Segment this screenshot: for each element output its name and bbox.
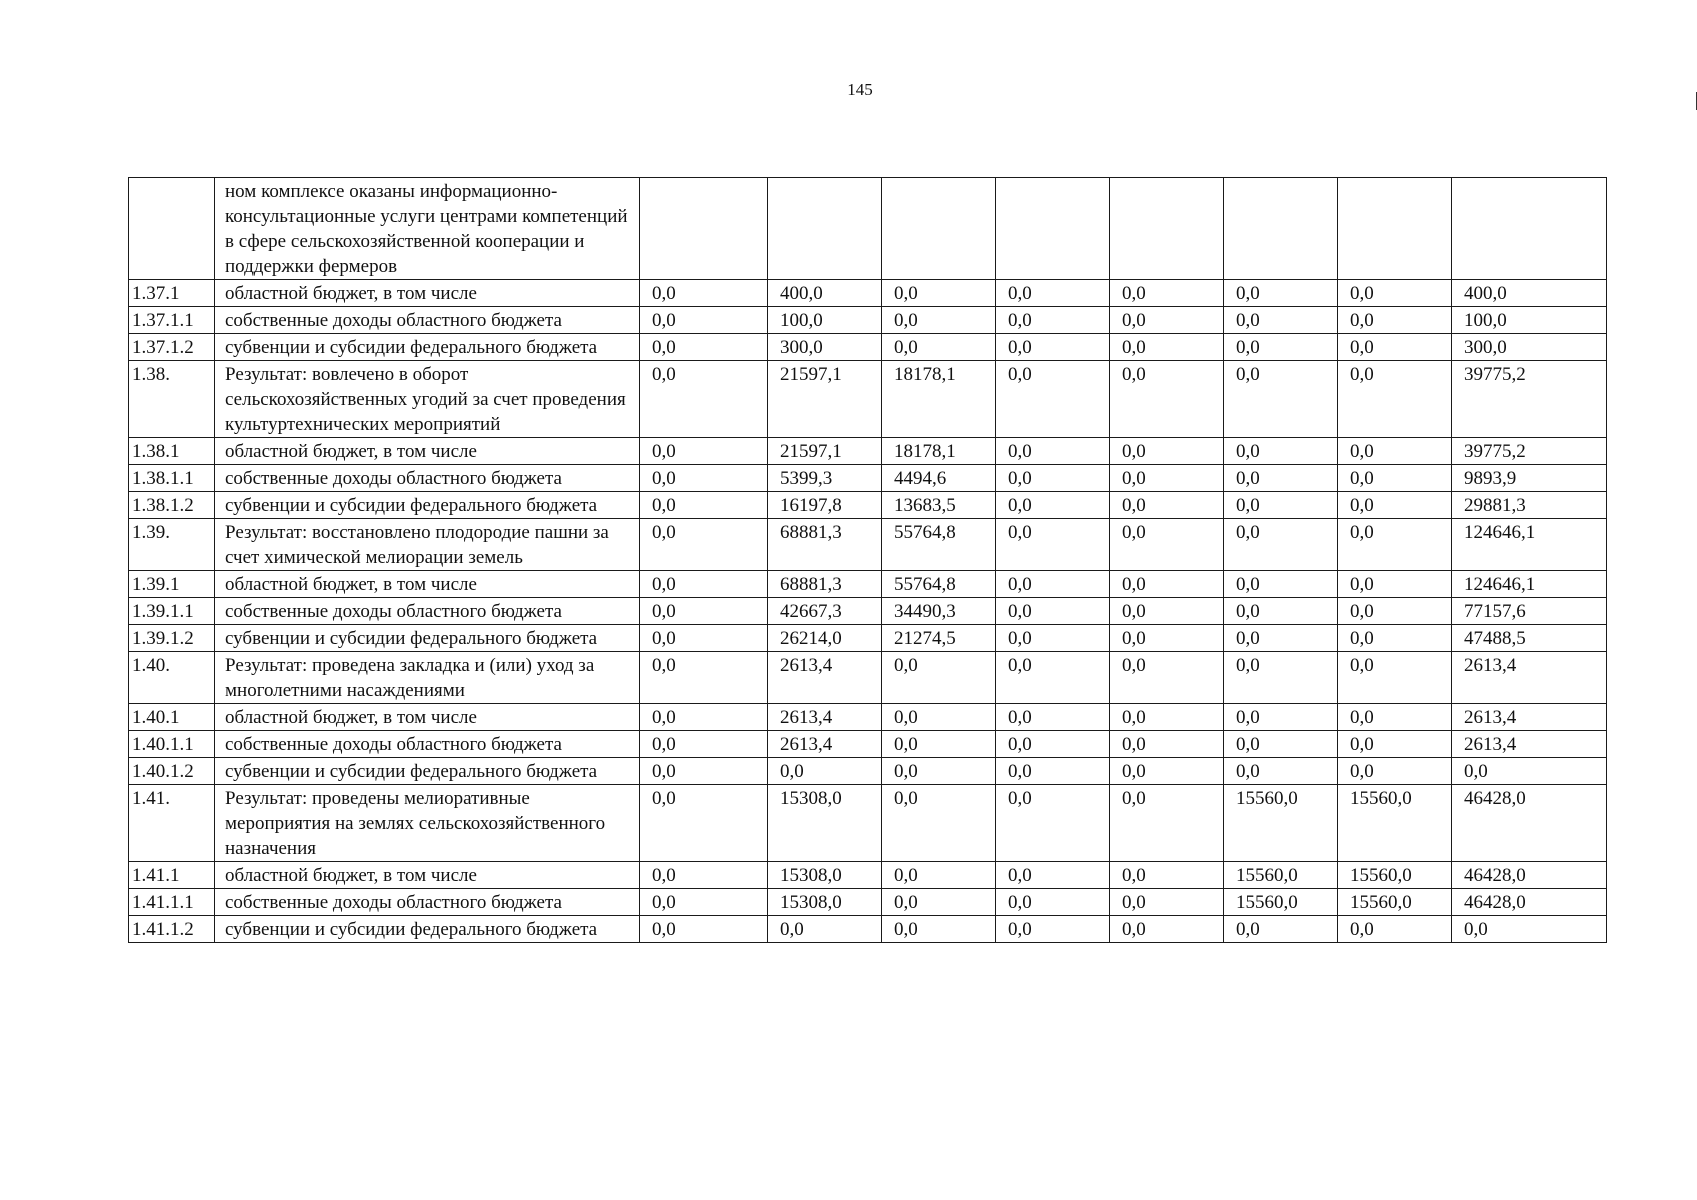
row-value-cell: 100,0: [1452, 307, 1607, 334]
table-row: [129, 334, 1607, 361]
row-description-cell: собственные доходы областного бюджета: [215, 731, 640, 758]
row-value-cell: [882, 178, 996, 280]
row-value-cell: 100,0: [768, 307, 882, 334]
row-value-cell: 4494,6: [882, 465, 996, 492]
row-value-cell: 0,0: [996, 652, 1110, 704]
row-description-cell: Результат: вовлечено в оборот сельскохозяйственных угодий за счет проведения культуртехнических мероприятий: [215, 361, 640, 438]
row-value-cell: 5399,3: [768, 465, 882, 492]
table-row: [129, 625, 1607, 652]
row-value-cell: 0,0: [1452, 916, 1607, 943]
row-value-cell: 124646,1: [1452, 571, 1607, 598]
row-value-cell: 0,0: [882, 280, 996, 307]
row-value-cell: 0,0: [882, 704, 996, 731]
row-value-cell: 0,0: [882, 731, 996, 758]
row-value-cell: 400,0: [1452, 280, 1607, 307]
budget-table: [128, 177, 1607, 943]
row-value-cell: 0,0: [882, 652, 996, 704]
row-code-cell: 1.40.1.2: [129, 758, 215, 785]
row-value-cell: 0,0: [1110, 889, 1224, 916]
row-value-cell: 39775,2: [1452, 361, 1607, 438]
row-description-cell: Результат: восстановлено плодородие пашни за счет химической мелиорации земель: [215, 519, 640, 571]
row-value-cell: 0,0: [996, 862, 1110, 889]
row-value-cell: 0,0: [1110, 916, 1224, 943]
row-code-cell: 1.38.1.1: [129, 465, 215, 492]
row-value-cell: 0,0: [1110, 334, 1224, 361]
row-value-cell: 46428,0: [1452, 862, 1607, 889]
row-description-cell: собственные доходы областного бюджета: [215, 889, 640, 916]
row-value-cell: 46428,0: [1452, 889, 1607, 916]
row-description-cell: собственные доходы областного бюджета: [215, 465, 640, 492]
row-value-cell: 0,0: [1338, 361, 1452, 438]
row-value-cell: 0,0: [996, 704, 1110, 731]
row-description-cell: Результат: проведена закладка и (или) уход за многолетними насаждениями: [215, 652, 640, 704]
row-code-cell: 1.39.1: [129, 571, 215, 598]
row-value-cell: 0,0: [1338, 731, 1452, 758]
row-value-cell: 0,0: [1110, 704, 1224, 731]
table-row: [129, 492, 1607, 519]
row-value-cell: 0,0: [640, 758, 768, 785]
row-value-cell: 2613,4: [768, 704, 882, 731]
row-value-cell: 0,0: [882, 307, 996, 334]
row-value-cell: 0,0: [640, 785, 768, 862]
row-value-cell: 300,0: [1452, 334, 1607, 361]
row-value-cell: 0,0: [1338, 916, 1452, 943]
row-value-cell: 16197,8: [768, 492, 882, 519]
row-value-cell: 400,0: [768, 280, 882, 307]
row-value-cell: 0,0: [1110, 598, 1224, 625]
row-value-cell: 0,0: [1224, 652, 1338, 704]
row-value-cell: 46428,0: [1452, 785, 1607, 862]
row-value-cell: 0,0: [640, 704, 768, 731]
row-value-cell: 18178,1: [882, 361, 996, 438]
row-description-cell: субвенции и субсидии федерального бюджета: [215, 334, 640, 361]
row-description-cell: собственные доходы областного бюджета: [215, 307, 640, 334]
row-code-cell: 1.39.1.1: [129, 598, 215, 625]
row-value-cell: 15560,0: [1338, 862, 1452, 889]
row-value-cell: 0,0: [640, 598, 768, 625]
row-value-cell: 0,0: [1110, 731, 1224, 758]
row-value-cell: 0,0: [1110, 438, 1224, 465]
row-value-cell: 0,0: [996, 785, 1110, 862]
row-value-cell: 15308,0: [768, 889, 882, 916]
row-value-cell: 0,0: [1338, 598, 1452, 625]
row-value-cell: 0,0: [996, 465, 1110, 492]
row-value-cell: 0,0: [640, 862, 768, 889]
scan-edge-mark: [1690, 92, 1697, 110]
row-value-cell: 68881,3: [768, 571, 882, 598]
row-value-cell: 21274,5: [882, 625, 996, 652]
row-value-cell: 0,0: [996, 492, 1110, 519]
row-value-cell: 26214,0: [768, 625, 882, 652]
row-value-cell: 15560,0: [1224, 889, 1338, 916]
table-row: [129, 916, 1607, 943]
row-code-cell: 1.37.1.2: [129, 334, 215, 361]
row-value-cell: 0,0: [640, 307, 768, 334]
row-value-cell: [1224, 178, 1338, 280]
table-row: [129, 519, 1607, 571]
row-value-cell: 0,0: [1224, 361, 1338, 438]
row-value-cell: 0,0: [1110, 652, 1224, 704]
row-description-cell: субвенции и субсидии федерального бюджета: [215, 492, 640, 519]
table-row: [129, 571, 1607, 598]
row-value-cell: 13683,5: [882, 492, 996, 519]
row-value-cell: 47488,5: [1452, 625, 1607, 652]
row-value-cell: 0,0: [1224, 704, 1338, 731]
row-value-cell: 0,0: [882, 334, 996, 361]
row-value-cell: 0,0: [1110, 465, 1224, 492]
table-row: [129, 438, 1607, 465]
row-value-cell: 9893,9: [1452, 465, 1607, 492]
row-value-cell: 0,0: [640, 361, 768, 438]
table-row: [129, 598, 1607, 625]
row-value-cell: 15560,0: [1338, 785, 1452, 862]
row-value-cell: 0,0: [640, 652, 768, 704]
row-value-cell: 0,0: [1224, 492, 1338, 519]
row-value-cell: 77157,6: [1452, 598, 1607, 625]
row-code-cell: 1.41.1.2: [129, 916, 215, 943]
row-code-cell: 1.41.1: [129, 862, 215, 889]
row-value-cell: 15308,0: [768, 862, 882, 889]
row-value-cell: 21597,1: [768, 361, 882, 438]
row-value-cell: 0,0: [1338, 758, 1452, 785]
row-value-cell: 0,0: [996, 625, 1110, 652]
row-value-cell: 0,0: [1338, 492, 1452, 519]
row-value-cell: 0,0: [1110, 862, 1224, 889]
row-value-cell: 39775,2: [1452, 438, 1607, 465]
row-value-cell: [1110, 178, 1224, 280]
row-value-cell: 0,0: [882, 862, 996, 889]
table-row: [129, 862, 1607, 889]
row-value-cell: 15308,0: [768, 785, 882, 862]
row-value-cell: 21597,1: [768, 438, 882, 465]
row-value-cell: 0,0: [640, 465, 768, 492]
row-value-cell: 0,0: [1338, 280, 1452, 307]
row-value-cell: 29881,3: [1452, 492, 1607, 519]
table-row: [129, 465, 1607, 492]
row-description-cell: субвенции и субсидии федерального бюджета: [215, 916, 640, 943]
row-value-cell: 0,0: [1224, 307, 1338, 334]
row-value-cell: 0,0: [996, 280, 1110, 307]
row-description-cell: субвенции и субсидии федерального бюджета: [215, 758, 640, 785]
row-value-cell: 0,0: [1224, 731, 1338, 758]
row-value-cell: 0,0: [996, 758, 1110, 785]
row-value-cell: 0,0: [640, 334, 768, 361]
row-value-cell: 34490,3: [882, 598, 996, 625]
row-code-cell: 1.40.: [129, 652, 215, 704]
row-code-cell: 1.37.1: [129, 280, 215, 307]
row-value-cell: 0,0: [1224, 519, 1338, 571]
row-value-cell: 0,0: [1338, 519, 1452, 571]
row-value-cell: 2613,4: [1452, 731, 1607, 758]
row-value-cell: 0,0: [640, 625, 768, 652]
row-code-cell: 1.41.1.1: [129, 889, 215, 916]
row-value-cell: 0,0: [996, 598, 1110, 625]
row-value-cell: 0,0: [640, 280, 768, 307]
row-value-cell: 0,0: [882, 889, 996, 916]
row-value-cell: 2613,4: [1452, 652, 1607, 704]
row-description-cell: ном комплексе оказаны информационно-консультационные услуги центрами компетенций в сфере сельскохозяйственной кооперации и поддержки фермеров: [215, 178, 640, 280]
row-value-cell: 0,0: [996, 438, 1110, 465]
row-value-cell: 0,0: [882, 785, 996, 862]
row-value-cell: 0,0: [1338, 438, 1452, 465]
row-value-cell: 0,0: [996, 519, 1110, 571]
row-value-cell: 18178,1: [882, 438, 996, 465]
row-code-cell: 1.37.1.1: [129, 307, 215, 334]
row-value-cell: 0,0: [640, 889, 768, 916]
row-value-cell: 0,0: [1110, 785, 1224, 862]
row-description-cell: областной бюджет, в том числе: [215, 438, 640, 465]
table-row: [129, 731, 1607, 758]
row-value-cell: 0,0: [1224, 438, 1338, 465]
row-value-cell: 2613,4: [768, 731, 882, 758]
row-code-cell: 1.40.1: [129, 704, 215, 731]
row-value-cell: 0,0: [996, 307, 1110, 334]
row-value-cell: 0,0: [768, 758, 882, 785]
row-value-cell: 0,0: [640, 916, 768, 943]
row-description-cell: собственные доходы областного бюджета: [215, 598, 640, 625]
row-value-cell: 0,0: [996, 916, 1110, 943]
row-value-cell: 0,0: [1224, 758, 1338, 785]
row-description-cell: субвенции и субсидии федерального бюджета: [215, 625, 640, 652]
row-value-cell: 2613,4: [1452, 704, 1607, 731]
row-code-cell: 1.38.1.2: [129, 492, 215, 519]
row-value-cell: 2613,4: [768, 652, 882, 704]
row-code-cell: 1.41.: [129, 785, 215, 862]
table-row: [129, 785, 1607, 862]
page-number: 145: [847, 80, 873, 99]
row-value-cell: 0,0: [1224, 571, 1338, 598]
row-value-cell: 0,0: [1110, 280, 1224, 307]
row-description-cell: Результат: проведены мелиоративные мероприятия на землях сельскохозяйственного назначения: [215, 785, 640, 862]
table-row: [129, 652, 1607, 704]
row-value-cell: 0,0: [1338, 625, 1452, 652]
row-value-cell: 0,0: [996, 731, 1110, 758]
row-code-cell: [129, 178, 215, 280]
row-value-cell: 0,0: [1224, 916, 1338, 943]
row-value-cell: 15560,0: [1224, 862, 1338, 889]
row-value-cell: 0,0: [1110, 307, 1224, 334]
row-code-cell: 1.39.1.2: [129, 625, 215, 652]
row-value-cell: 300,0: [768, 334, 882, 361]
row-value-cell: 55764,8: [882, 519, 996, 571]
row-value-cell: 0,0: [1338, 465, 1452, 492]
row-value-cell: 0,0: [768, 916, 882, 943]
row-value-cell: 0,0: [1224, 598, 1338, 625]
table-row: [129, 361, 1607, 438]
row-value-cell: 0,0: [1224, 334, 1338, 361]
row-description-cell: областной бюджет, в том числе: [215, 862, 640, 889]
row-value-cell: 55764,8: [882, 571, 996, 598]
row-value-cell: 0,0: [882, 758, 996, 785]
row-value-cell: 0,0: [640, 731, 768, 758]
row-value-cell: 0,0: [882, 916, 996, 943]
row-value-cell: 0,0: [1224, 625, 1338, 652]
row-value-cell: 0,0: [1224, 465, 1338, 492]
row-description-cell: областной бюджет, в том числе: [215, 280, 640, 307]
row-value-cell: 0,0: [1452, 758, 1607, 785]
row-value-cell: 0,0: [1110, 758, 1224, 785]
table-row: [129, 704, 1607, 731]
row-code-cell: 1.38.: [129, 361, 215, 438]
row-value-cell: 124646,1: [1452, 519, 1607, 571]
row-value-cell: [768, 178, 882, 280]
table-row: [129, 758, 1607, 785]
row-code-cell: 1.38.1: [129, 438, 215, 465]
row-value-cell: 0,0: [640, 438, 768, 465]
row-value-cell: 0,0: [1338, 704, 1452, 731]
row-value-cell: 0,0: [1110, 571, 1224, 598]
row-value-cell: 0,0: [1110, 625, 1224, 652]
row-value-cell: 68881,3: [768, 519, 882, 571]
row-value-cell: 15560,0: [1224, 785, 1338, 862]
row-description-cell: областной бюджет, в том числе: [215, 571, 640, 598]
row-value-cell: 0,0: [996, 571, 1110, 598]
row-value-cell: 0,0: [1110, 361, 1224, 438]
table-row: [129, 280, 1607, 307]
row-value-cell: 0,0: [1110, 519, 1224, 571]
row-code-cell: 1.40.1.1: [129, 731, 215, 758]
row-value-cell: 0,0: [996, 334, 1110, 361]
row-value-cell: 0,0: [1110, 492, 1224, 519]
table-row: [129, 178, 1607, 280]
row-value-cell: 0,0: [1338, 334, 1452, 361]
row-code-cell: 1.39.: [129, 519, 215, 571]
row-description-cell: областной бюджет, в том числе: [215, 704, 640, 731]
table-row: [129, 307, 1607, 334]
row-value-cell: [640, 178, 768, 280]
row-value-cell: 0,0: [996, 361, 1110, 438]
row-value-cell: 0,0: [640, 571, 768, 598]
row-value-cell: 0,0: [1338, 571, 1452, 598]
row-value-cell: [1452, 178, 1607, 280]
table-row: [129, 889, 1607, 916]
row-value-cell: 0,0: [1338, 652, 1452, 704]
row-value-cell: 0,0: [996, 889, 1110, 916]
row-value-cell: 0,0: [1338, 307, 1452, 334]
row-value-cell: 0,0: [1224, 280, 1338, 307]
table-body: [129, 178, 1607, 943]
row-value-cell: 15560,0: [1338, 889, 1452, 916]
row-value-cell: 0,0: [640, 519, 768, 571]
row-value-cell: 0,0: [640, 492, 768, 519]
row-value-cell: [996, 178, 1110, 280]
row-value-cell: 42667,3: [768, 598, 882, 625]
row-value-cell: [1338, 178, 1452, 280]
